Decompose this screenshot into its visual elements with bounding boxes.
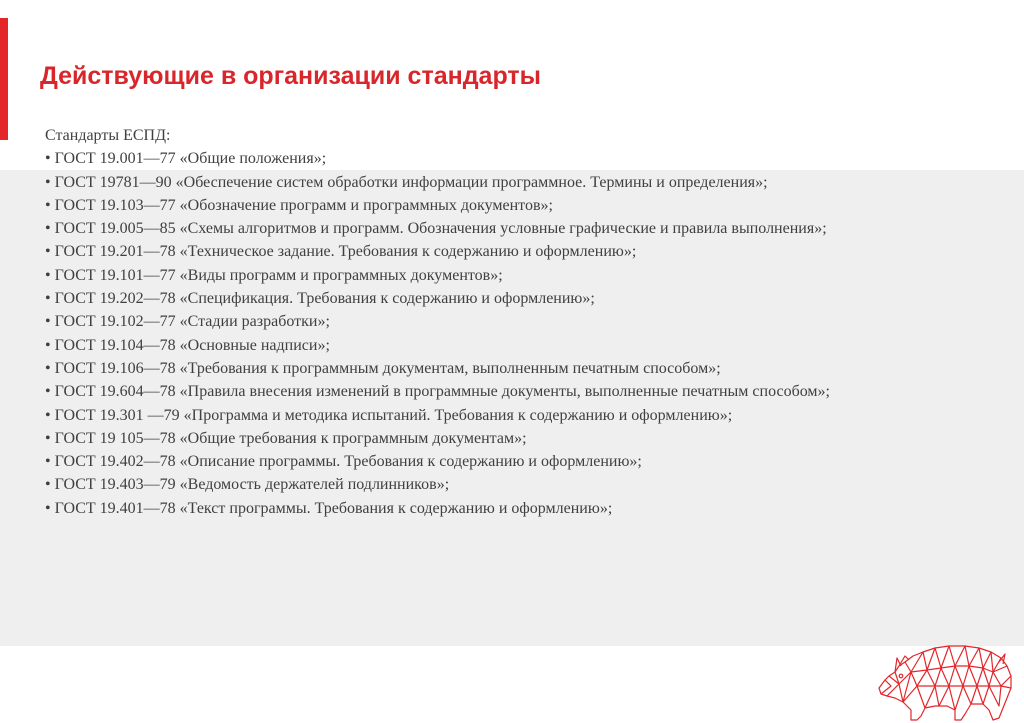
bullet: • (45, 429, 51, 447)
bullet: • (45, 406, 51, 424)
bullet: • (45, 476, 51, 494)
rhino-logo-icon (875, 636, 1015, 721)
list-item (45, 357, 970, 380)
standard-text: ГОСТ 19.104—78 «Основные надписи»; (54, 336, 330, 354)
standard-text: ГОСТ 19.202—78 «Спецификация. Требования к содержанию и оформлению»; (54, 290, 595, 308)
list-item (45, 194, 970, 217)
bullet: • (45, 220, 51, 238)
standard-text: ГОСТ 19.301 —79 «Программа и методика испытаний. Требования к содержанию и оформлению»; (54, 406, 733, 424)
list-item (45, 310, 970, 333)
bullet: • (45, 243, 51, 261)
list-item (45, 217, 970, 240)
bullet: • (45, 290, 51, 308)
standard-text: ГОСТ 19.101—77 «Виды программ и программных документов»; (54, 266, 503, 284)
list-item (45, 473, 970, 496)
standard-text: ГОСТ 19.001—77 «Общие положения»; (54, 150, 327, 168)
bullet: • (45, 359, 51, 377)
standard-text: ГОСТ 19.402—78 «Описание программы. Требования к содержанию и оформлению»; (54, 453, 642, 471)
list-item (45, 334, 970, 357)
bullet: • (45, 173, 51, 191)
list-item (45, 171, 970, 194)
list-item (45, 427, 970, 450)
standard-text: ГОСТ 19.403—79 «Ведомость держателей подлинников»; (54, 476, 450, 494)
bullet: • (45, 336, 51, 354)
standard-text: ГОСТ 19.401—78 «Текст программы. Требования к содержанию и оформлению»; (54, 499, 613, 517)
bullet: • (45, 196, 51, 214)
page-title: Действующие в организации стандарты (40, 62, 542, 90)
standards-intro: Стандарты ЕСПД: (45, 127, 171, 144)
accent-bar (0, 18, 8, 140)
standards-list (45, 147, 970, 520)
bullet: • (45, 313, 51, 331)
list-item (45, 240, 970, 263)
standard-text: ГОСТ 19.201—78 «Техническое задание. Требования к содержанию и оформлению»; (54, 243, 637, 261)
list-item (45, 287, 970, 310)
standard-text: ГОСТ 19781—90 «Обеспечение систем обработки информации программное. Термины и определения»; (54, 173, 768, 191)
bullet: • (45, 453, 51, 471)
bullet: • (45, 383, 51, 401)
standards-content (45, 124, 970, 520)
standard-text: ГОСТ 19.604—78 «Правила внесения изменений в программные документы, выполненные печатным способом»; (54, 383, 830, 401)
bullet: • (45, 266, 51, 284)
list-item (45, 380, 970, 403)
standard-text: ГОСТ 19.103—77 «Обозначение программ и программных документов»; (54, 196, 553, 214)
list-item (45, 497, 970, 520)
standard-text: ГОСТ 19.106—78 «Требования к программным документам, выполненным печатным способом»; (54, 359, 721, 377)
standard-text: ГОСТ 19.102—77 «Стадии разработки»; (54, 313, 330, 331)
standard-text: ГОСТ 19 105—78 «Общие требования к программным документам»; (54, 429, 527, 447)
bullet: • (45, 150, 51, 168)
list-item (45, 450, 970, 473)
bullet: • (45, 499, 51, 517)
list-item (45, 147, 970, 170)
list-item (45, 404, 970, 427)
standard-text: ГОСТ 19.005—85 «Схемы алгоритмов и программ. Обозначения условные графические и правила выполнения»; (54, 220, 827, 238)
list-item (45, 264, 970, 287)
